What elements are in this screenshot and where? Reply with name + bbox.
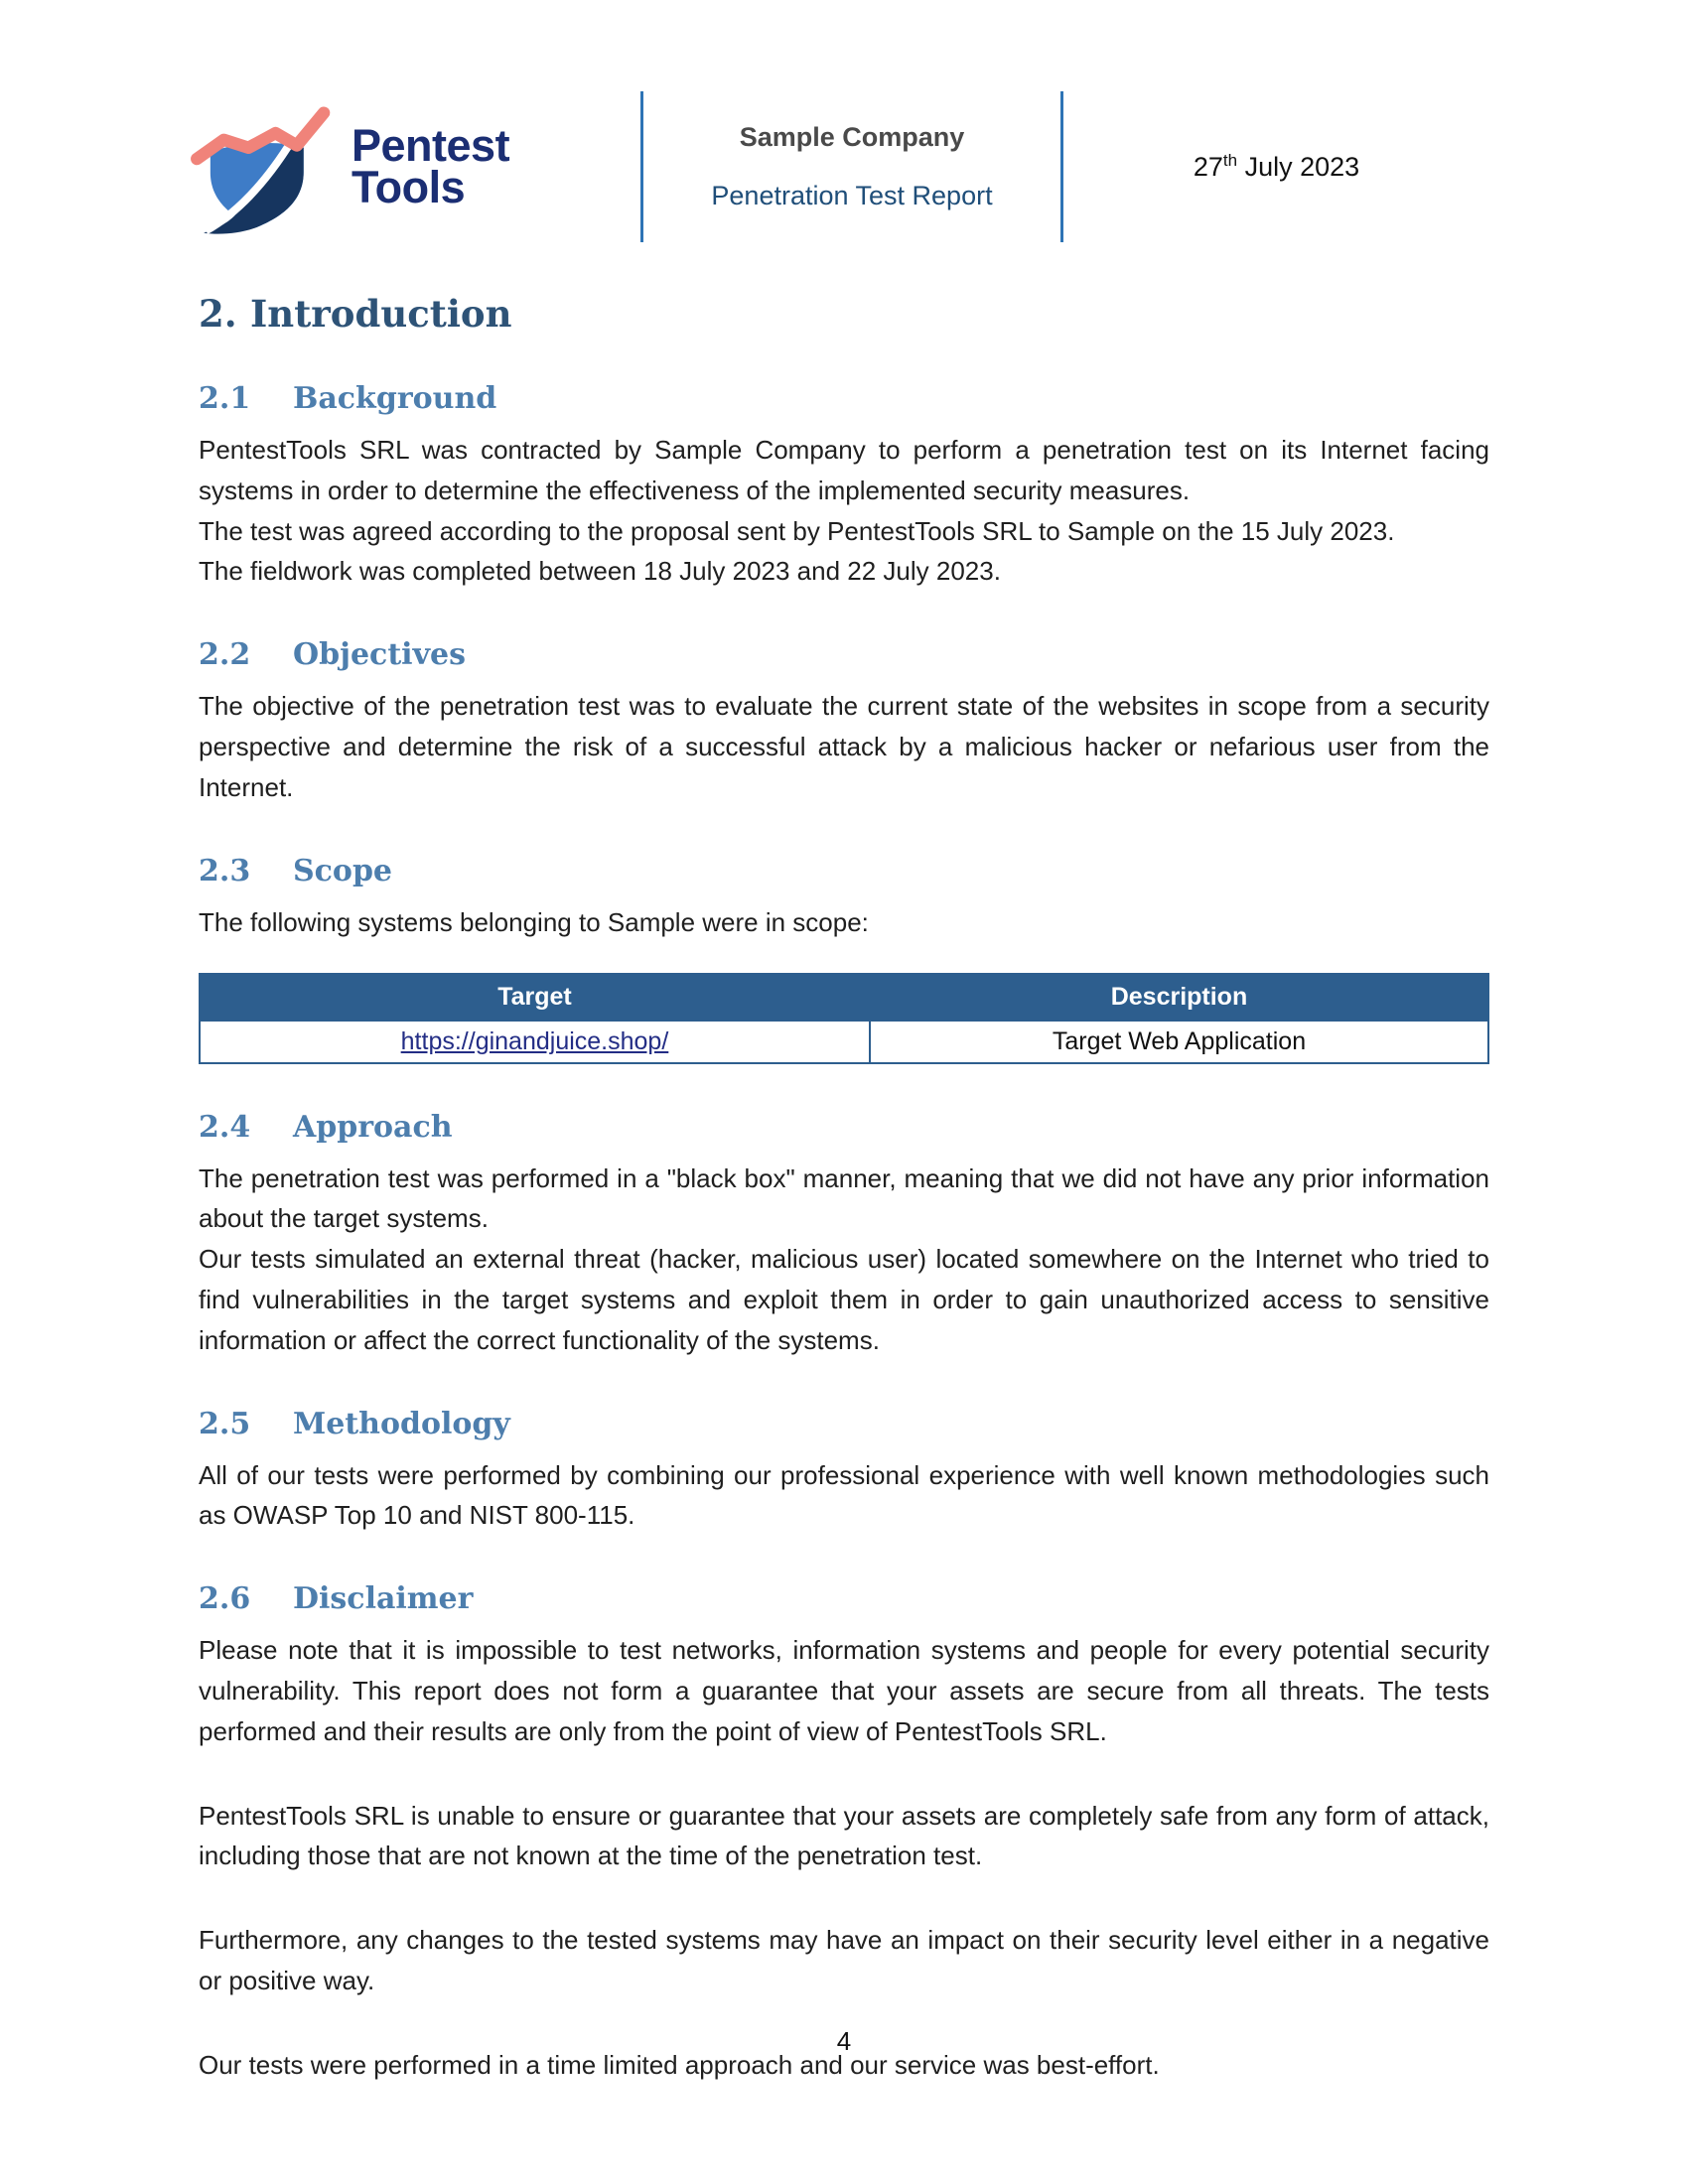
heading-title: Scope: [293, 853, 393, 888]
section-objectives: [199, 637, 1489, 807]
report-title: Penetration Test Report: [711, 181, 993, 210]
paragraph: All of our tests were performed by combining our professional experience with well known methodologies such as OWASP Top 10 and NIST 800-115.: [199, 1459, 1489, 1531]
heading-number: 2.5: [199, 1406, 251, 1441]
paragraph: Please note that it is impossible to test networks, information systems and people for every potential security vulnerability. This report does not form a guarantee that your assets are secure from all threats. The tests performed and their results are only from the point of view of PentestTools SRL.: [199, 1635, 1489, 1746]
section-heading-scope: [199, 854, 1489, 888]
company-name: Sample Company: [739, 122, 965, 152]
scope-table-header-row: [200, 974, 1488, 1021]
section-heading-objectives: [199, 637, 1489, 672]
section-heading-disclaimer: [199, 1581, 1489, 1616]
paragraph: Our tests simulated an external threat (hacker, malicious user) located somewhere on the Internet who tried to find vulnerabilities in the target systems and exploit them in order to gain unauthorized access to sensitive information or affect the correct functionality of the systems.: [199, 1244, 1489, 1355]
heading-number: 2.4: [199, 1109, 251, 1145]
pentesttools-logo: [189, 98, 640, 235]
scope-table: [199, 973, 1489, 1064]
section-approach: [199, 1110, 1489, 1361]
heading-title: Background: [293, 381, 497, 416]
paragraph: PentestTools SRL was contracted by Sample Company to perform a penetration test on its Internet facing systems in order to determine the effectiveness of the implemented security measures.: [199, 435, 1489, 505]
section-scope: [199, 854, 1489, 1064]
report-header-titles: [643, 122, 1060, 211]
date-ordinal-suffix: th: [1222, 151, 1238, 170]
heading-number: 2.6: [199, 1581, 251, 1617]
paragraph: The fieldwork was completed between 18 July 2023 and 22 July 2023.: [199, 556, 1001, 587]
heading-title: Methodology: [293, 1406, 510, 1441]
section-heading-background: [199, 381, 1489, 416]
report-body: [199, 292, 1489, 2086]
logo-word-pentest: Pentest: [352, 119, 510, 171]
report-date: [1063, 151, 1489, 183]
logo-word-tools: Tools: [352, 162, 466, 212]
paragraph: PentestTools SRL is unable to ensure or guarantee that your assets are completely safe from any form of attack, including those that are not known at the time of the penetration test.: [199, 1800, 1489, 1871]
heading-number: 2.: [199, 292, 237, 336]
table-row: [200, 1021, 1488, 1063]
heading-number: 2.3: [199, 853, 251, 888]
target-cell: [200, 1021, 870, 1063]
paragraph: The test was agreed according to the proposal sent by PentestTools SRL to Sample on the 15 July 2023.: [199, 515, 1395, 546]
heading-title: Introduction: [250, 292, 512, 336]
paragraph: The penetration test was performed in a "black box" manner, meaning that we did not have any prior information about the target systems.: [199, 1162, 1489, 1234]
section-heading-introduction: [199, 292, 1489, 336]
scope-table-header-target: Target: [200, 974, 870, 1021]
paragraph: The objective of the penetration test was to evaluate the current state of the websites in scope from a security perspective and determine the risk of a successful attack by a malicious hacker or nefarious user from the Internet.: [199, 691, 1489, 802]
date-month-year: July 2023: [1237, 152, 1360, 182]
section-heading-approach: [199, 1110, 1489, 1145]
heading-number: 2.1: [199, 381, 251, 416]
section-background: [199, 381, 1489, 592]
scope-table-header-description: Description: [870, 974, 1488, 1021]
description-cell: Target Web Application: [870, 1021, 1488, 1063]
scope-lead-text: The following systems belonging to Sample were in scope:: [199, 906, 869, 937]
page-header: [189, 87, 1489, 246]
date-day: 27: [1193, 152, 1223, 182]
paragraph: Our tests were performed in a time limited approach and our service was best-effort.: [199, 2049, 1160, 2080]
pentesttools-shield-icon: [189, 98, 338, 235]
page-footer: [0, 2026, 1688, 2057]
heading-number: 2.2: [199, 637, 251, 673]
page-number: 4: [836, 2026, 852, 2056]
section-methodology: [199, 1407, 1489, 1537]
target-link[interactable]: https://ginandjuice.shop/: [400, 1026, 669, 1055]
heading-title: Objectives: [293, 637, 466, 673]
section-disclaimer: [199, 1581, 1489, 2086]
section-heading-methodology: [199, 1407, 1489, 1441]
heading-title: Disclaimer: [293, 1581, 474, 1617]
heading-title: Approach: [293, 1109, 453, 1145]
paragraph: Furthermore, any changes to the tested systems may have an impact on their security level either in a negative or positive way.: [199, 1925, 1489, 1996]
logo-wordmark: [352, 119, 510, 212]
